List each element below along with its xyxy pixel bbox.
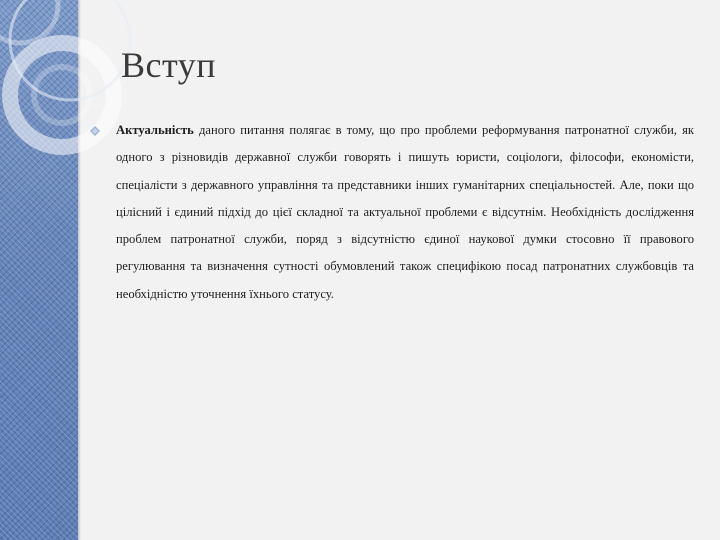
paragraph-body: даного питання полягає в тому, що про проблеми реформування патронатної служби, як одного з різновидів державної служби говорять і пишуть юристи, соціологи, філософи, економісти, спеціалісти з державного управління та представники інших гуманітарних спеціальностей. Але, поки що цілісний і єдиний підхід до цієї складної та актуальної проблеми є відсутнім. Необхідність дослідження проблем патронатної служби, поряд з відсутністю єдиної наукової думки стосовно її правового регулювання та визначення сутності обумовлений також специфікою посад патронатних службовців та необхідністю уточнення їхнього статусу. bbox=[116, 123, 694, 301]
slide-title: Вступ bbox=[121, 45, 217, 85]
paragraph-lead: Актуальність bbox=[116, 123, 194, 137]
intro-paragraph bbox=[116, 117, 694, 308]
diamond-bullet-icon bbox=[90, 126, 100, 136]
